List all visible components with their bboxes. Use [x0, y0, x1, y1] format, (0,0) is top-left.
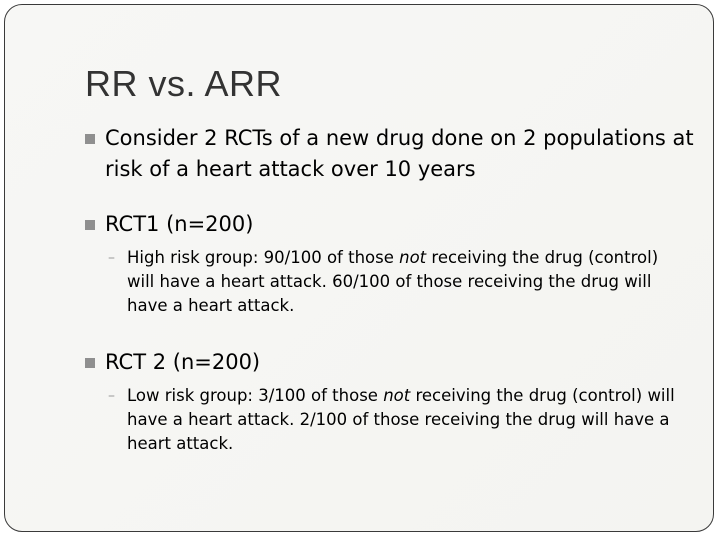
bullet-rct1: [85, 209, 685, 240]
sub-text-emphasis: not: [383, 386, 411, 405]
square-bullet-icon: [85, 134, 95, 144]
bullet-intro-text: Consider 2 RCTs of a new drug done on 2 populations at risk of a heart attack over 10 years: [105, 126, 694, 181]
dash-bullet-icon: –: [108, 388, 115, 404]
sub-text-start: High risk group: 90/100 of those: [127, 248, 400, 267]
sub-text-end: receiving the drug (control) will have a heart attack. 2/100 of those receiving the drug will have a heart attack.: [127, 386, 675, 453]
bullet-intro: [85, 123, 695, 185]
bullet-rct1-text: RCT1 (n=200): [105, 212, 254, 236]
slide-title: RR vs. ARR: [85, 63, 283, 104]
square-bullet-icon: [85, 220, 95, 230]
sub-text-start: Low risk group: 3/100 of those: [127, 386, 384, 405]
sub-bullet-rct1: [108, 246, 678, 318]
sub-text-end: receiving the drug (control) will have a heart attack. 60/100 of those receiving the drug will have a heart attack.: [127, 248, 659, 315]
bullet-rct2: [85, 347, 685, 378]
sub-bullet-rct2-text: [127, 384, 683, 456]
dash-bullet-icon: –: [108, 250, 115, 266]
sub-text-emphasis: not: [399, 248, 427, 267]
sub-bullet-rct1-text: [127, 246, 678, 318]
bullet-rct2-text: RCT 2 (n=200): [105, 350, 261, 374]
square-bullet-icon: [85, 358, 95, 368]
slide-frame: [4, 4, 714, 532]
sub-bullet-rct2: [108, 384, 683, 456]
